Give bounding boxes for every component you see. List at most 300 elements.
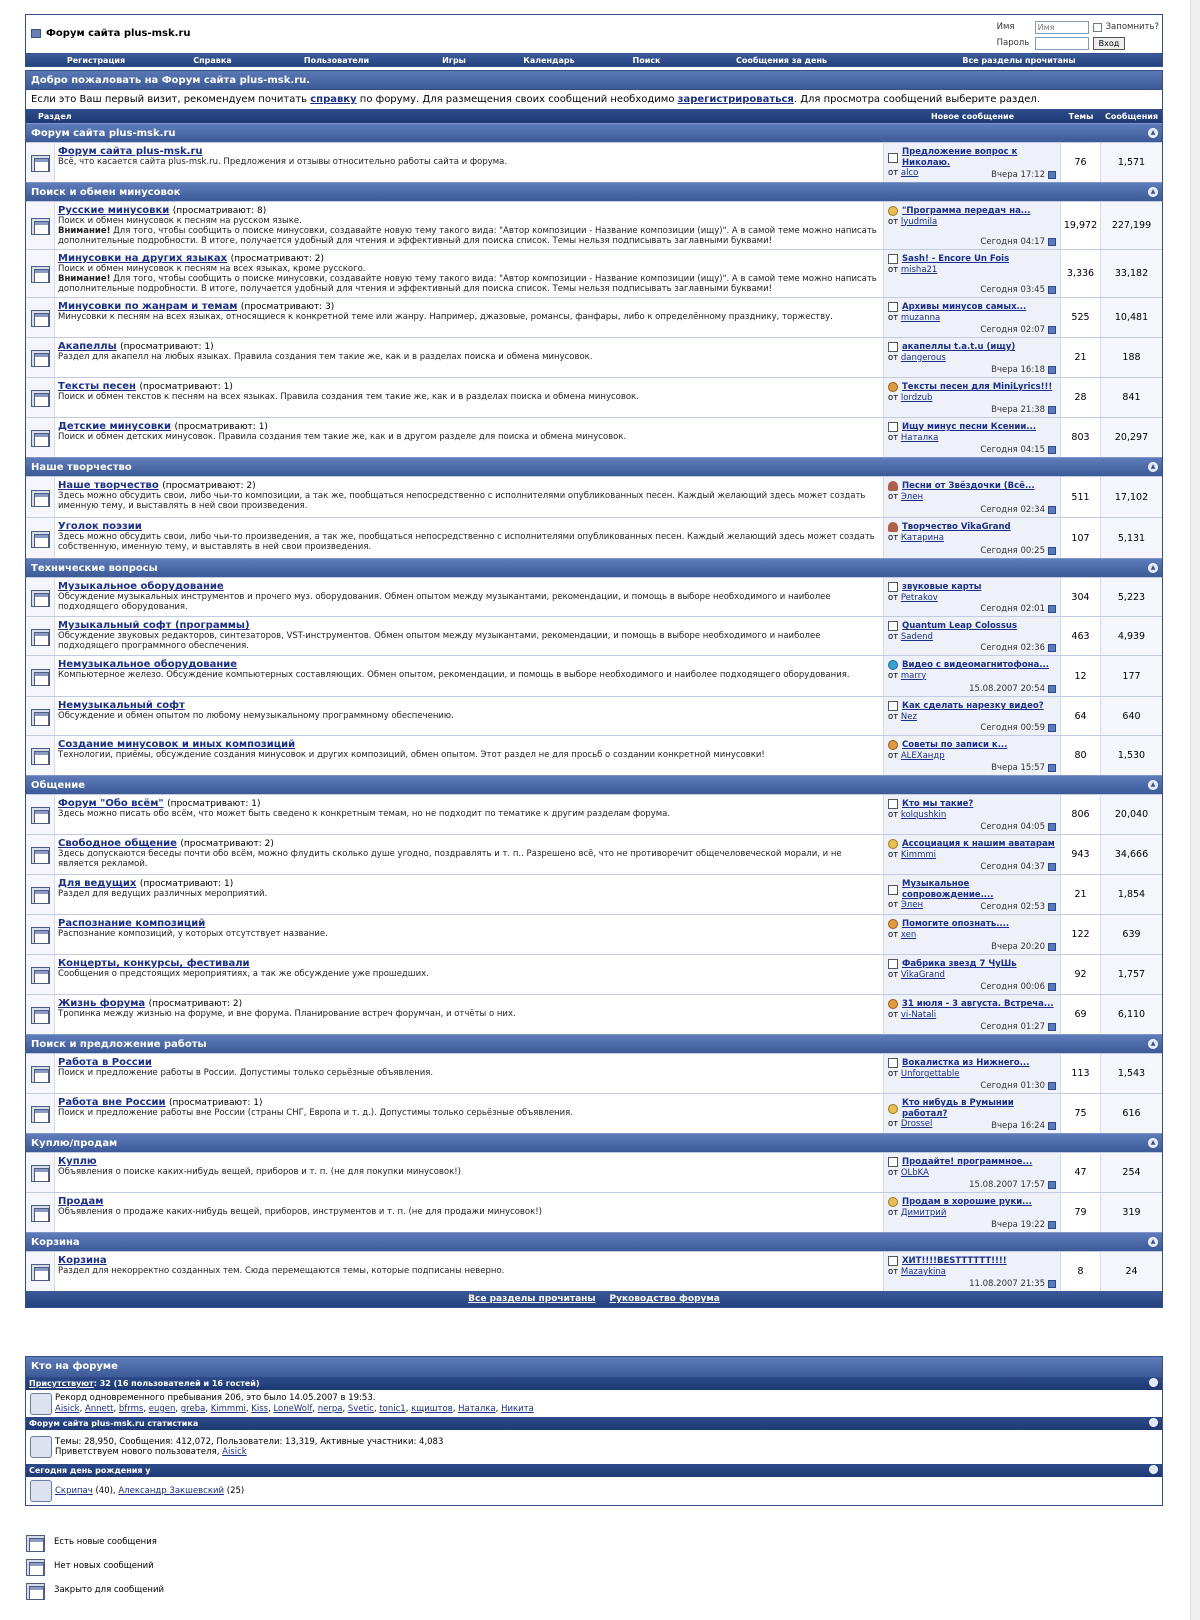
forum-link[interactable]: Концерты, конкурсы, фестивали bbox=[58, 958, 250, 969]
author-link[interactable]: muzanna bbox=[900, 312, 941, 323]
forum-link[interactable]: Продам bbox=[58, 1196, 104, 1207]
online-user-link[interactable]: bfrms bbox=[118, 1403, 144, 1414]
author-link[interactable]: OLbKA bbox=[900, 1167, 929, 1178]
author-link[interactable]: lordzub bbox=[900, 392, 933, 403]
forum-info bbox=[55, 1153, 884, 1192]
collapse-icon[interactable]: ▲ bbox=[1148, 128, 1158, 138]
forum-info bbox=[55, 378, 884, 417]
last-post-link[interactable]: Quantum Leap Colossus bbox=[902, 621, 1018, 631]
author-link[interactable]: vi-Natali bbox=[900, 1009, 937, 1020]
forum-row bbox=[26, 517, 1162, 558]
forum-info bbox=[55, 143, 884, 182]
forum-title-line bbox=[58, 701, 880, 711]
birthday-title: Сегодня день рождения у bbox=[29, 1466, 151, 1475]
forum-info bbox=[55, 617, 884, 655]
thread-count: 3,336 bbox=[1061, 250, 1101, 297]
go-to-post-icon[interactable] bbox=[1048, 685, 1056, 693]
last-post-link[interactable]: Предложение вопрос к Николаю. bbox=[902, 147, 1018, 168]
forum-status-icon bbox=[30, 264, 51, 283]
collapse-icon[interactable] bbox=[1149, 1418, 1158, 1427]
forum-status-cell bbox=[26, 250, 55, 297]
category-name[interactable]: Форум сайта plus-msk.ru bbox=[31, 128, 176, 139]
doc-icon bbox=[888, 1157, 898, 1167]
last-post-date bbox=[980, 325, 1056, 336]
forum-link[interactable]: Минусовки на других языках bbox=[58, 253, 228, 264]
online-user-link[interactable]: Kimmmi bbox=[210, 1403, 246, 1414]
last-post-link[interactable]: Советы по записи к... bbox=[902, 740, 1008, 750]
go-to-post-icon[interactable] bbox=[1048, 1221, 1056, 1229]
post-count: 1,543 bbox=[1101, 1054, 1162, 1093]
category-header[interactable] bbox=[26, 457, 1162, 476]
last-post-title bbox=[888, 1197, 1056, 1208]
mark-read-link[interactable]: Все разделы прочитаны bbox=[468, 1294, 596, 1304]
last-post-author bbox=[888, 1168, 1056, 1179]
forum-status-icon bbox=[30, 707, 51, 726]
go-to-post-icon[interactable] bbox=[1048, 446, 1056, 454]
go-to-post-icon[interactable] bbox=[1048, 1082, 1056, 1090]
category-name[interactable]: Поиск и обмен минусовок bbox=[31, 187, 181, 198]
date-text: Сегодня 02:07 bbox=[980, 324, 1045, 335]
author-link[interactable]: Элен bbox=[900, 491, 924, 502]
forum-status-cell bbox=[26, 875, 55, 914]
go-to-post-icon[interactable] bbox=[1048, 1280, 1056, 1288]
nav-7[interactable]: Все разделы прочитаны bbox=[962, 55, 1076, 65]
author-link[interactable]: Kimmmi bbox=[900, 849, 936, 860]
last-post-link[interactable]: Тексты песен для MiniLyrics!!! bbox=[902, 382, 1053, 392]
thread-count: 69 bbox=[1061, 995, 1101, 1034]
viewing-count: (просматривают: 1) bbox=[139, 879, 234, 889]
doc-icon bbox=[888, 153, 898, 163]
last-post-link[interactable]: Ищу минус песни Ксении... bbox=[902, 422, 1037, 432]
date-text: Сегодня 04:05 bbox=[980, 821, 1045, 832]
remember-checkbox[interactable] bbox=[1093, 23, 1102, 32]
whos-online bbox=[25, 1356, 1163, 1506]
last-post-title bbox=[888, 701, 1056, 712]
forum-title-line bbox=[58, 422, 880, 432]
present-link[interactable]: Присутствуют bbox=[29, 1379, 94, 1388]
login-button[interactable]: Вход bbox=[1093, 37, 1126, 50]
cake-icon bbox=[30, 1480, 52, 1502]
last-post-link[interactable]: 31 июля - 3 августа. Встреча... bbox=[902, 999, 1054, 1009]
nav-2[interactable]: Пользователи bbox=[303, 55, 370, 65]
category-header[interactable] bbox=[26, 558, 1162, 577]
nav-0[interactable]: Регистрация bbox=[66, 55, 126, 65]
author-link[interactable]: xen bbox=[900, 929, 917, 940]
last-post-author bbox=[888, 313, 1056, 324]
thread-count: 525 bbox=[1061, 298, 1101, 337]
forum-link[interactable]: Работа вне России bbox=[58, 1097, 166, 1108]
doc-icon bbox=[888, 302, 898, 312]
thread-count: 21 bbox=[1061, 875, 1101, 914]
author-link[interactable]: Drossel bbox=[900, 1119, 933, 1129]
online-user-link[interactable]: tonic1 bbox=[379, 1403, 406, 1414]
author-link[interactable]: ALEXандр bbox=[900, 750, 945, 761]
category-name[interactable]: Куплю/продам bbox=[31, 1138, 118, 1149]
thread-count: 80 bbox=[1061, 736, 1101, 775]
by-prefix: от bbox=[888, 392, 899, 403]
forum-guide-link[interactable]: Руководство форума bbox=[609, 1294, 720, 1304]
forum-row bbox=[26, 616, 1162, 655]
forum-description: Всё, что касается сайта plus-msk.ru. Предложения и отзывы относительно работы сайта и форума. bbox=[58, 157, 508, 167]
online-user-link[interactable]: greba bbox=[180, 1403, 206, 1414]
forum-warning bbox=[58, 226, 880, 246]
last-post-link[interactable]: Кто нибудь в Румынии работал? bbox=[902, 1098, 1014, 1119]
forum-link[interactable]: Наше творчество bbox=[58, 480, 159, 491]
category-header[interactable] bbox=[26, 775, 1162, 794]
go-to-post-icon[interactable] bbox=[1048, 1122, 1056, 1130]
online-user-link[interactable]: Наталка bbox=[458, 1403, 496, 1414]
go-to-post-icon[interactable] bbox=[1048, 823, 1056, 831]
welcome-new-user bbox=[55, 1447, 443, 1458]
last-post-author bbox=[888, 265, 1056, 276]
go-to-post-icon[interactable] bbox=[1048, 238, 1056, 246]
thread-count: 463 bbox=[1061, 617, 1101, 655]
last-post-link[interactable]: Фабрика звезд 7 ЧуШь bbox=[902, 959, 1017, 969]
forum-link[interactable]: Для ведущих bbox=[58, 878, 137, 889]
go-to-post-icon[interactable] bbox=[1048, 605, 1056, 613]
author-link[interactable]: Наталка bbox=[900, 432, 939, 443]
collapse-icon[interactable]: ▲ bbox=[1148, 1138, 1158, 1148]
author-link[interactable]: Petrakov bbox=[900, 592, 938, 603]
category-name[interactable]: Корзина bbox=[31, 1237, 80, 1248]
last-post-title bbox=[888, 799, 1056, 810]
forum-status-cell bbox=[26, 518, 55, 558]
thread-count: 76 bbox=[1061, 143, 1101, 182]
online-user-link[interactable]: Svetic bbox=[347, 1403, 374, 1414]
category-name[interactable]: Поиск и предложение работы bbox=[31, 1039, 207, 1050]
last-post-title bbox=[888, 422, 1056, 433]
forum-description: Поиск и обмен минусовок к песням на русском языке. bbox=[58, 216, 302, 226]
last-post-author bbox=[888, 671, 1056, 682]
forum-row bbox=[26, 1093, 1162, 1133]
remember-label: Запомнить? bbox=[1105, 22, 1159, 32]
category-name[interactable]: Общение bbox=[31, 780, 86, 791]
author-link[interactable]: dangerous bbox=[900, 352, 946, 363]
author-link[interactable]: misha21 bbox=[900, 264, 938, 275]
nav-3[interactable]: Игры bbox=[442, 55, 466, 65]
forum-link[interactable]: Жизнь форума bbox=[58, 998, 146, 1009]
author-link[interactable]: kolqushkin bbox=[900, 809, 947, 820]
forum-link[interactable]: Работа в России bbox=[58, 1057, 152, 1068]
nav-6[interactable]: Сообщения за день bbox=[735, 55, 828, 65]
forum-link[interactable]: Свободное общение bbox=[58, 838, 177, 849]
register-link[interactable]: зарегистрироваться bbox=[677, 94, 794, 105]
last-post-link[interactable]: Видео с видеомагнитофона... bbox=[902, 660, 1049, 670]
online-user-link[interactable]: кщиштов bbox=[411, 1403, 453, 1414]
collapse-icon[interactable]: ▲ bbox=[1148, 187, 1158, 197]
forum-row bbox=[26, 377, 1162, 417]
go-to-post-icon[interactable] bbox=[1048, 983, 1056, 991]
by-prefix: от bbox=[888, 750, 899, 761]
last-post-title bbox=[888, 660, 1056, 671]
collapse-icon[interactable]: ▲ bbox=[1148, 780, 1158, 790]
sad-icon bbox=[888, 999, 898, 1009]
forum-title-line bbox=[58, 999, 880, 1009]
last-post-link[interactable]: звуковые карты bbox=[902, 582, 982, 592]
date-text: Вчера 19:22 bbox=[991, 1219, 1045, 1230]
go-to-post-icon[interactable] bbox=[1048, 1181, 1056, 1189]
category-name[interactable]: Наше творчество bbox=[31, 462, 132, 473]
forum-link[interactable]: Распознание композиций bbox=[58, 918, 206, 929]
forum-link[interactable]: Тексты песен bbox=[58, 381, 136, 392]
forum-title-line bbox=[58, 254, 880, 264]
warning-label: Внимание! bbox=[58, 226, 111, 236]
scrollbar[interactable] bbox=[1190, 0, 1200, 1620]
forum-status-icon bbox=[30, 845, 51, 864]
forum-info bbox=[55, 250, 884, 297]
forum-link[interactable]: Немузыкальное оборудование bbox=[58, 659, 238, 670]
go-to-post-icon[interactable] bbox=[1048, 286, 1056, 294]
category-name[interactable]: Технические вопросы bbox=[31, 563, 158, 574]
forum-title-line bbox=[58, 342, 880, 352]
last-post bbox=[884, 995, 1061, 1034]
forum-info bbox=[55, 298, 884, 337]
go-to-post-icon[interactable] bbox=[1048, 506, 1056, 514]
last-post-link[interactable]: Ассоциация к нашим аватарам bbox=[902, 839, 1055, 849]
faq-link[interactable]: справку bbox=[310, 94, 357, 105]
last-post-title bbox=[888, 879, 1056, 900]
last-post-date bbox=[991, 405, 1056, 416]
last-post-title bbox=[888, 740, 1056, 751]
forum-status-icon bbox=[30, 1203, 51, 1222]
last-post-link[interactable]: Как сделать нарезку видео? bbox=[902, 701, 1044, 711]
online-user-link[interactable]: Kiss bbox=[251, 1403, 269, 1414]
date-text: Сегодня 01:27 bbox=[980, 1021, 1045, 1032]
forum-link[interactable]: Создание минусовок и иных композиций bbox=[58, 739, 296, 750]
forum-status-cell bbox=[26, 202, 55, 249]
password-input[interactable] bbox=[1035, 37, 1089, 50]
thread-count: 943 bbox=[1061, 835, 1101, 874]
go-to-post-icon[interactable] bbox=[1048, 547, 1056, 555]
forum-status-cell bbox=[26, 578, 55, 616]
go-to-post-icon[interactable] bbox=[1048, 406, 1056, 414]
date-text: Вчера 15:57 bbox=[991, 762, 1045, 773]
category-header[interactable] bbox=[26, 1034, 1162, 1053]
author-link[interactable]: lyudmila bbox=[900, 216, 938, 227]
forum-description: Здесь можно писать обо всём, что может быть сведено к конкретным темам, но не подходит по тематике к другим разделам форума. bbox=[58, 809, 671, 819]
category-header[interactable] bbox=[26, 1133, 1162, 1152]
author-link[interactable]: VikaGrand bbox=[900, 969, 945, 980]
last-post-link[interactable]: Продам в хорошие руки... bbox=[902, 1197, 1032, 1207]
author-link[interactable]: Unforgettable bbox=[900, 1068, 960, 1079]
birthday-user-link[interactable]: Александр Закшевский bbox=[118, 1485, 225, 1496]
online-user-link[interactable]: eugen bbox=[148, 1403, 176, 1414]
last-post-date bbox=[980, 1022, 1056, 1033]
forum-logo[interactable] bbox=[31, 28, 191, 39]
forum-link[interactable]: Немузыкальный софт bbox=[58, 700, 185, 711]
last-post-date bbox=[980, 285, 1056, 296]
forum-status-cell bbox=[26, 338, 55, 377]
date-text: Сегодня 02:53 bbox=[980, 901, 1045, 912]
forum-info bbox=[55, 518, 884, 558]
last-post-title bbox=[888, 1157, 1056, 1168]
author-link[interactable]: Катарина bbox=[900, 532, 944, 543]
forum-link[interactable]: Музыкальный софт (программы) bbox=[58, 620, 250, 631]
forum-title-line bbox=[58, 1157, 880, 1167]
forum-link[interactable]: Форум сайта plus-msk.ru bbox=[58, 146, 203, 157]
users-icon bbox=[30, 1393, 52, 1415]
last-post-link[interactable]: акапеллы t.a.t.u (ищу) bbox=[902, 342, 1016, 352]
last-post-author bbox=[888, 1267, 1056, 1278]
thread-count: 113 bbox=[1061, 1054, 1101, 1093]
go-to-post-icon[interactable] bbox=[1048, 943, 1056, 951]
post-count: 841 bbox=[1101, 378, 1162, 417]
by-prefix: от bbox=[888, 670, 899, 681]
last-post bbox=[884, 617, 1061, 655]
go-to-post-icon[interactable] bbox=[1048, 644, 1056, 652]
birthday-body bbox=[26, 1477, 1162, 1505]
date-text: Вчера 20:20 bbox=[991, 941, 1045, 952]
author-link[interactable]: Sadend bbox=[900, 631, 933, 642]
go-to-post-icon[interactable] bbox=[1048, 764, 1056, 772]
forum-info bbox=[55, 1054, 884, 1093]
viewing-count: (просматривают: 2) bbox=[148, 999, 243, 1009]
online-user-link[interactable]: nerpa bbox=[317, 1403, 343, 1414]
go-to-post-icon[interactable] bbox=[1048, 1023, 1056, 1031]
forum-link[interactable]: Детские минусовки bbox=[58, 421, 171, 432]
nav-5[interactable]: Поиск bbox=[632, 55, 661, 65]
forum-title-line bbox=[58, 799, 880, 809]
forum-description: Здесь допускаются беседы почти обо всём, можно флудить сколько душе угодно, поздравлять и т. п.. Разрешено всё, что не противоречит общечеловеческой морали, и не является рекламой. bbox=[58, 849, 842, 869]
author-link[interactable]: Mazaykina bbox=[900, 1266, 946, 1277]
online-user-link[interactable]: LoneWolf bbox=[273, 1403, 313, 1414]
online-users: Aisick, Annett, bfrms, eugen, greba, Kimmmi, Kiss, LoneWolf, nerpa, Svetic, tonic1, кщиштов, Наталка, Никита bbox=[55, 1403, 534, 1414]
home-icon bbox=[31, 29, 41, 38]
forum-row bbox=[26, 476, 1162, 517]
last-post-link[interactable]: Вокалистка из Нижнего... bbox=[902, 1058, 1030, 1068]
username-input[interactable] bbox=[1035, 21, 1089, 34]
author-link[interactable]: Димитрий bbox=[900, 1207, 947, 1218]
stats-icon-cell bbox=[26, 1436, 55, 1458]
collapse-icon[interactable] bbox=[1149, 1378, 1158, 1387]
forum-status-icon bbox=[30, 308, 51, 327]
author-link[interactable]: Элен bbox=[900, 900, 924, 910]
post-count: 6,110 bbox=[1101, 995, 1162, 1034]
go-to-post-icon[interactable] bbox=[1048, 863, 1056, 871]
online-user-link[interactable]: Aisick bbox=[55, 1403, 80, 1414]
forum-info bbox=[55, 915, 884, 954]
collapse-icon[interactable]: ▲ bbox=[1148, 1237, 1158, 1247]
forum-row bbox=[26, 834, 1162, 874]
forum-status-icon bbox=[30, 1104, 51, 1123]
date-text: Вчера 17:12 bbox=[991, 169, 1045, 180]
date-text: 11.08.2007 21:35 bbox=[969, 1278, 1045, 1289]
last-post-link[interactable]: ХИТ!!!!BESTTTTTT!!!! bbox=[902, 1256, 1007, 1266]
forum-description: Объявления о поиске каких-нибудь вещей, приборов и т. п. (не для покупки минусовок!) bbox=[58, 1167, 461, 1177]
category-header[interactable] bbox=[26, 123, 1162, 142]
go-to-post-icon[interactable] bbox=[1048, 366, 1056, 374]
last-post-link[interactable]: Архивы минусов самых... bbox=[902, 302, 1027, 312]
doc-icon bbox=[888, 254, 898, 264]
collapse-icon[interactable]: ▲ bbox=[1148, 462, 1158, 472]
go-to-post-icon[interactable] bbox=[1048, 903, 1056, 911]
thread-count: 75 bbox=[1061, 1094, 1101, 1133]
by-prefix: от bbox=[888, 1167, 899, 1178]
post-count: 1,571 bbox=[1101, 143, 1162, 182]
last-post bbox=[884, 418, 1061, 457]
last-post bbox=[884, 736, 1061, 775]
forum-link[interactable]: Музыкальное оборудование bbox=[58, 581, 224, 592]
forum-title-line bbox=[58, 582, 880, 592]
collapse-icon[interactable]: ▲ bbox=[1148, 1039, 1158, 1049]
last-post-author bbox=[888, 393, 1056, 404]
forum-status-icon bbox=[30, 588, 51, 607]
category-header[interactable] bbox=[26, 182, 1162, 201]
category-header[interactable] bbox=[26, 1232, 1162, 1251]
online-user-link[interactable]: Никита bbox=[501, 1403, 534, 1414]
date-text: Сегодня 02:36 bbox=[980, 642, 1045, 653]
last-post bbox=[884, 1094, 1061, 1133]
last-post-link[interactable]: Помогите опознать.... bbox=[902, 919, 1010, 929]
forum-table bbox=[25, 110, 1163, 1308]
forum-info bbox=[55, 875, 884, 914]
forum-description: Раздел для ведущих различных мероприятий. bbox=[58, 889, 268, 899]
name-label: Имя bbox=[996, 22, 1015, 32]
stats-body bbox=[26, 1430, 1162, 1464]
last-post-link[interactable]: "Программа передач на... bbox=[902, 206, 1031, 216]
nav-4[interactable]: Календарь bbox=[523, 55, 575, 65]
col-threads: Темы bbox=[1068, 112, 1094, 121]
forum-link[interactable]: Форум "Обо всём" bbox=[58, 798, 164, 809]
stats-line: Темы: 28,950, Сообщения: 412,072, Пользователи: 13,319, Активные участники: 4,083 bbox=[55, 1436, 444, 1447]
post-count: 319 bbox=[1101, 1193, 1162, 1232]
forum-link[interactable]: Уголок поэзии bbox=[58, 521, 142, 532]
go-to-post-icon[interactable] bbox=[1048, 326, 1056, 334]
forum-row bbox=[26, 994, 1162, 1034]
thread-count: 806 bbox=[1061, 795, 1101, 834]
last-post-date bbox=[980, 822, 1056, 833]
last-post-link[interactable]: Кто мы такие? bbox=[902, 799, 974, 809]
forum-link[interactable]: Куплю bbox=[58, 1156, 97, 1167]
new-user-link[interactable]: Aisick bbox=[222, 1447, 247, 1457]
last-post-link[interactable]: Продайте! программное... bbox=[902, 1157, 1033, 1167]
post-count: 1,530 bbox=[1101, 736, 1162, 775]
thread-count: 92 bbox=[1061, 955, 1101, 994]
date-text: 15.08.2007 17:57 bbox=[969, 1179, 1045, 1190]
last-post-link[interactable]: Творчество VikaGrand bbox=[902, 522, 1011, 532]
author-link[interactable]: alco bbox=[900, 168, 919, 178]
collapse-icon[interactable] bbox=[1149, 1465, 1158, 1474]
forum-link[interactable]: Акапеллы bbox=[58, 341, 117, 352]
forum-status-cell bbox=[26, 697, 55, 735]
smile-icon bbox=[888, 839, 898, 849]
author-link[interactable]: marry bbox=[900, 670, 927, 681]
collapse-icon[interactable]: ▲ bbox=[1148, 563, 1158, 573]
forum-link[interactable]: Русские минусовки bbox=[58, 205, 170, 216]
doc-icon bbox=[888, 885, 898, 895]
last-post-link[interactable]: Песни от Звёздочки (Всё... bbox=[902, 481, 1035, 491]
nav-1[interactable]: Справка bbox=[193, 55, 232, 65]
post-count: 33,182 bbox=[1101, 250, 1162, 297]
go-to-post-icon[interactable] bbox=[1048, 171, 1056, 179]
online-user-link[interactable]: Annett bbox=[84, 1403, 114, 1414]
legend-item bbox=[25, 1554, 164, 1578]
birthday-user-link[interactable]: Скрипач bbox=[55, 1485, 93, 1496]
last-post-date bbox=[980, 902, 1056, 913]
last-post-link[interactable]: Музыкальное сопровождение.... bbox=[902, 879, 994, 900]
last-post bbox=[884, 338, 1061, 377]
stats-header bbox=[26, 1417, 1162, 1430]
forum-link[interactable]: Минусовки по жанрам и темам bbox=[58, 301, 238, 312]
author-link[interactable]: Nez bbox=[900, 711, 917, 722]
forum-title-line bbox=[58, 959, 880, 969]
last-post-author bbox=[888, 1010, 1056, 1021]
last-post-author bbox=[888, 492, 1056, 503]
forum-link[interactable]: Корзина bbox=[58, 1255, 107, 1266]
viewing-count: (просматривают: 2) bbox=[230, 254, 325, 264]
last-post-link[interactable]: Sash! - Encore Un Fois bbox=[902, 254, 1010, 264]
go-to-post-icon[interactable] bbox=[1048, 724, 1056, 732]
